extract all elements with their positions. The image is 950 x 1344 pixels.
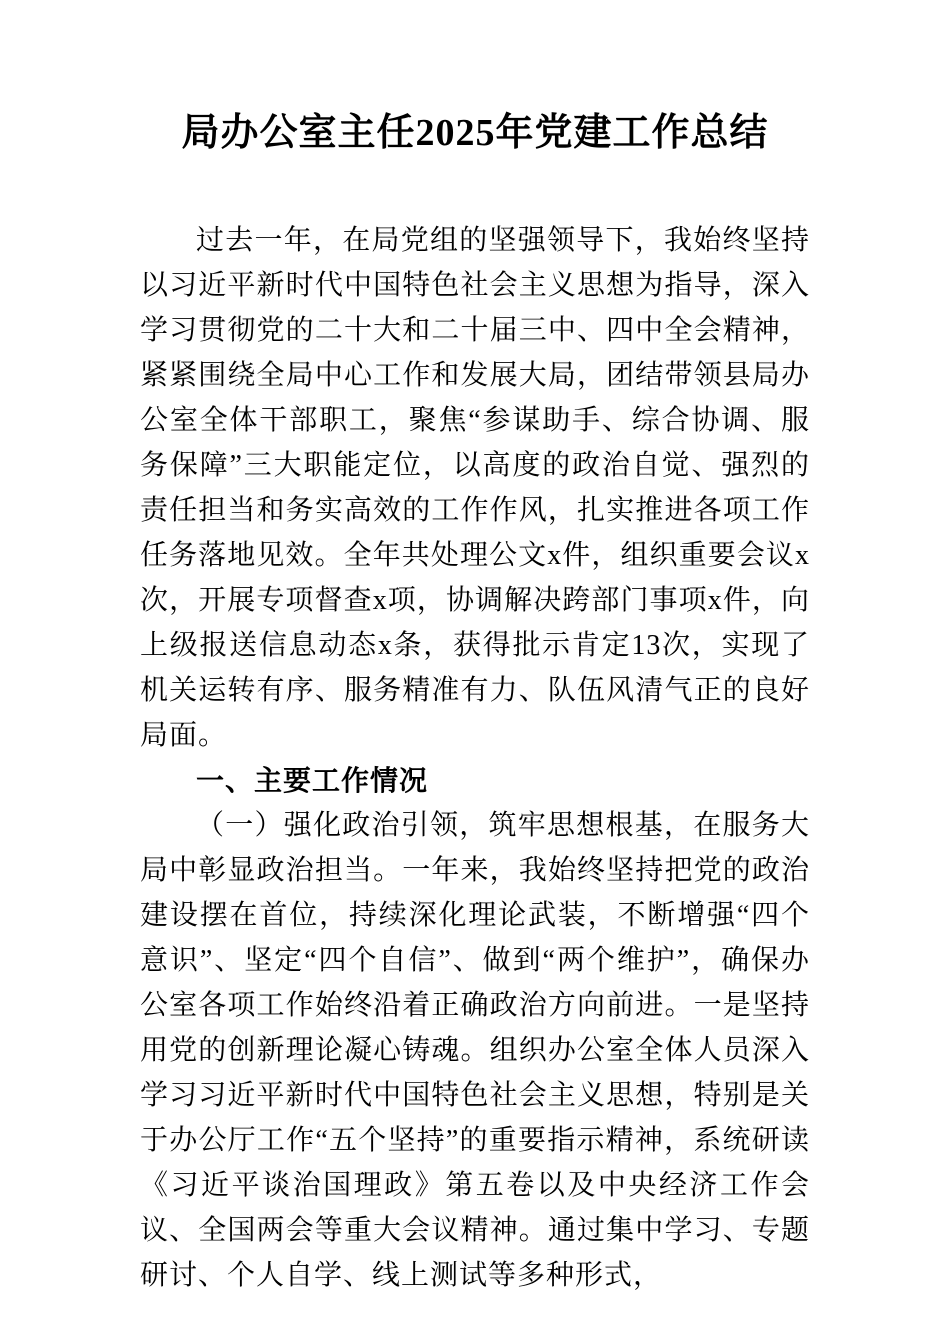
paragraph-section-one: （一）强化政治引领，筑牢思想根基，在服务大局中彰显政治担当。一年来，我始终坚持把党的政治建设摆在首位，持续深化理论武装，不断增强“四个意识”、坚定“四个自信”、做到“两个维护”，确保办公室各项工作始终沿着正确政治方向前进。一是坚持用党的创新理论凝心铸魂。组织办公室全体人员深入学习习近平新时代中国特色社会主义思想，特别是关于办公厅工作“五个坚持”的重要指示精神，系统研读《习近平谈治国理政》第五卷以及中央经济工作会议、全国两会等重大会议精神。通过集中学习、专题研讨、个人自学、线上测试等多种形式，	[140, 810, 810, 1291]
section-heading-main-work: 一、主要工作情况	[196, 765, 429, 796]
document-title: 局办公室主任2025年党建工作总结	[181, 112, 769, 154]
paragraph-intro: 过去一年，在局党组的坚强领导下，我始终坚持以习近平新时代中国特色社会主义思想为指导，深入学习贯彻党的二十大和二十届三中、四中全会精神，紧紧围绕全局中心工作和发展大局，团结带领县局办公室全体干部职工，聚焦“参谋助手、综合协调、服务保障”三大职能定位，以高度的政治自觉、强烈的责任担当和务实高效的工作作风，扎实推进各项工作任务落地见效。全年共处理公文x件，组织重要会议x次，开展专项督查x项，协调解决跨部门事项x件，向上级报送信息动态x条，获得批示肯定13次，实现了机关运转有序、服务精准有力、队伍风清气正的良好局面。	[140, 225, 810, 751]
